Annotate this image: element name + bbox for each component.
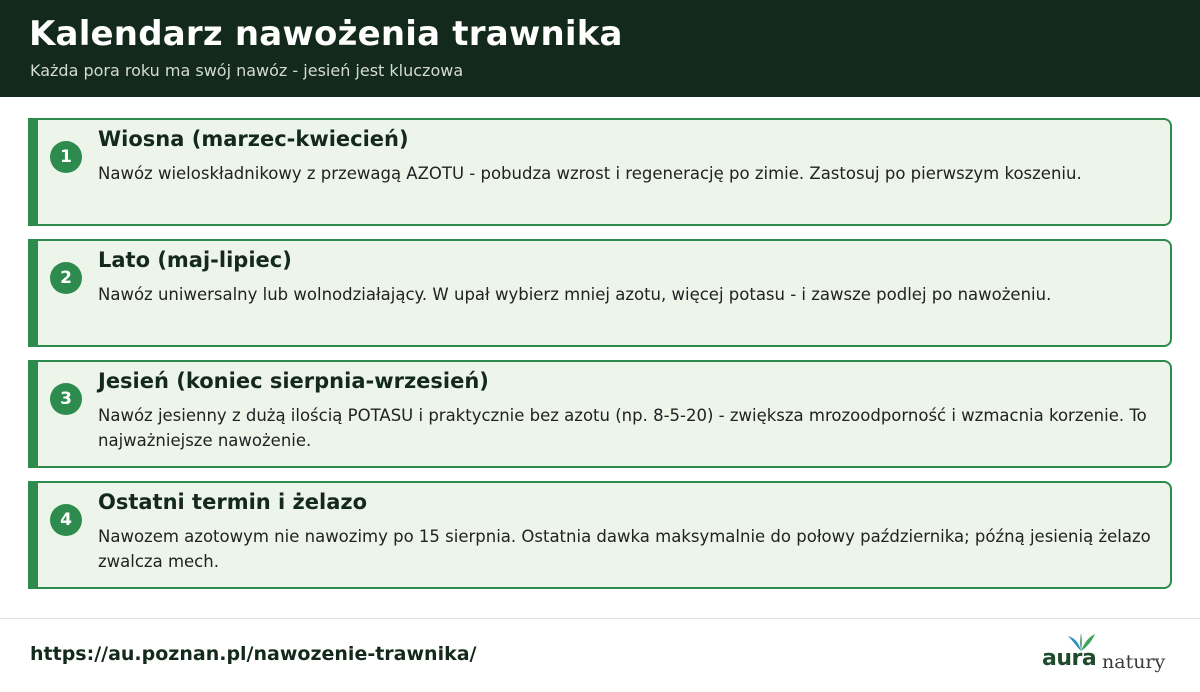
source-link[interactable]: https://au.poznan.pl/nawozenie-trawnika/ [30, 643, 477, 665]
list-item-last-term [28, 481, 1172, 589]
logo-wordmark: aura [1042, 646, 1097, 671]
card-description: Nawóz uniwersalny lub wolnodziałający. W upał wybierz mniej azotu, więcej potasu - i zawsze podlej po nawożeniu. [98, 285, 1052, 304]
step-number-badge: 1 [50, 141, 82, 173]
step-number-badge: 4 [50, 504, 82, 536]
page-subtitle: Każda pora roku ma swój nawóz - jesień jest kluczowa [30, 61, 464, 80]
card-title: Wiosna (marzec-kwiecień) [98, 127, 409, 151]
card-title: Ostatni termin i żelazo [98, 490, 368, 514]
aura-natury-logo[interactable] [1040, 632, 1175, 680]
footer-divider [0, 618, 1200, 619]
logo-subtext: natury [1102, 651, 1166, 673]
card-description: Nawóz jesienny z dużą ilością POTASU i praktycznie bez azotu (np. 8-5-20) - zwiększa mrozoodporność i wzmacnia korzenie. To najważniejsze nawożenie. [98, 406, 1147, 450]
card-title: Jesień (koniec sierpnia-wrzesień) [98, 369, 489, 393]
step-number-badge: 2 [50, 262, 82, 294]
step-number-badge: 3 [50, 383, 82, 415]
list-item-autumn [28, 360, 1172, 468]
list-item-summer [28, 239, 1172, 347]
card-title: Lato (maj-lipiec) [98, 248, 292, 272]
list-item-spring [28, 118, 1172, 226]
card-description: Nawozem azotowym nie nawozimy po 15 sierpnia. Ostatnia dawka maksymalnie do połowy października; późną jesienią żelazo zwalcza mech. [98, 527, 1151, 571]
card-description: Nawóz wieloskładnikowy z przewagą AZOTU - pobudza wzrost i regenerację po zimie. Zastosuj po pierwszym koszeniu. [98, 164, 1082, 183]
page-title: Kalendarz nawożenia trawnika [29, 14, 623, 54]
header-banner [0, 0, 1200, 97]
